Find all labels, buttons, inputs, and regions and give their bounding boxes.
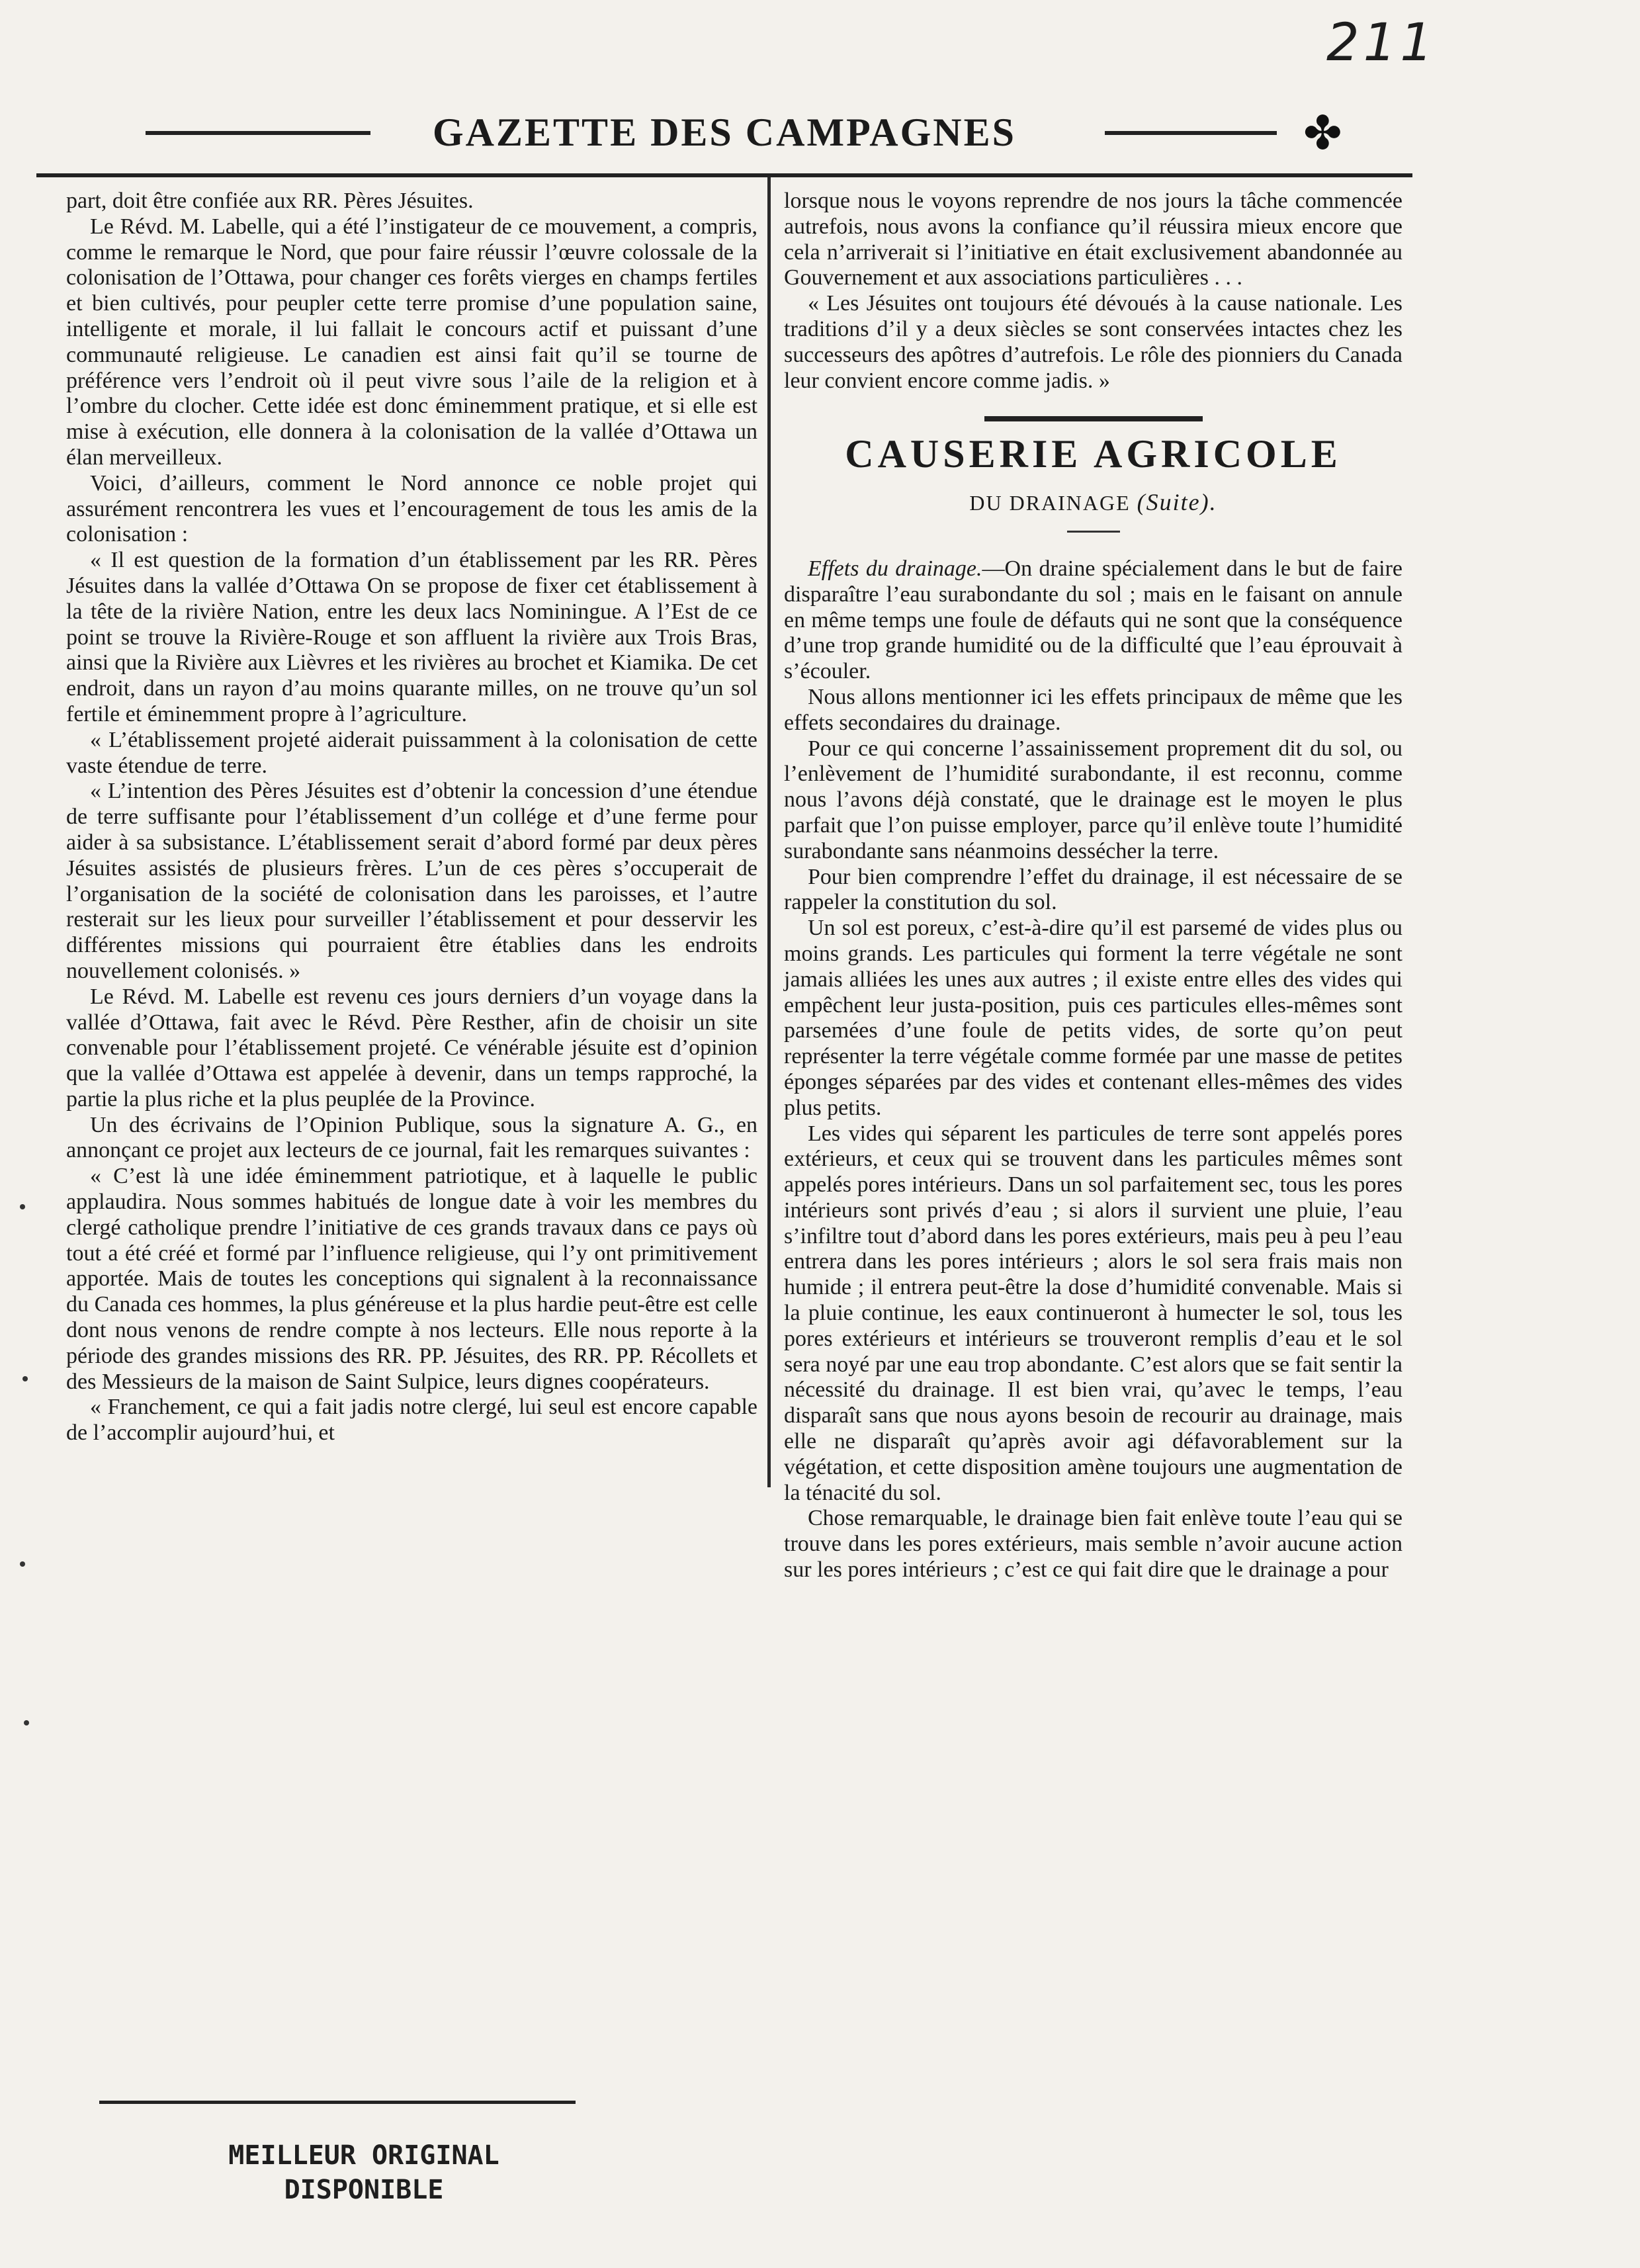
paragraph: Le Révd. M. Labelle est revenu ces jours derniers d’un voyage dans la vallée d’Ottawa, fait avec le Révd. Père Resther, afin de choisir un site convenable pour l’établissement projeté. Ce vénérable jésuite est d’opinion que la vallée d’Ottawa est appelée à devenir, dans un temps rapproché, la partie la plus riche et la plus peuplée de la Province. <box>66 984 757 1112</box>
scan-speck <box>20 1204 25 1209</box>
paragraph: Pour bien comprendre l’effet du drainage, il est nécessaire de se rappeler la constitution du sol. <box>784 864 1403 915</box>
paragraph: Chose remarquable, le drainage bien fait enlève toute l’eau qui se trouve dans les pores extérieurs, mais semble n’avoir aucune action sur les pores intérieurs ; c’est ce qui fait dire que le drainage a pour <box>784 1506 1403 1583</box>
header-divider <box>36 173 1412 177</box>
page-header <box>40 99 1409 165</box>
scan-speck <box>22 1376 28 1381</box>
scan-speck <box>20 1561 25 1567</box>
left-column <box>66 189 757 1446</box>
paragraph: « C’est là une idée éminemment patriotique, et à laquelle le public applaudira. Nous sommes habitués de longue date à voir les membres du clergé catholique prendre l’initiative de ces grands travaux dans ce pays où tout a été créé et formé par l’influence religieuse, qui l’y ont primitivement apportée. Mais de toutes les conceptions qui signalent à la reconnaissance du Canada ces hommes, la plus généreuse et la plus hardie peut-être est celle dont nous venons de rendre compte à nos lecteurs. Elle nous reporte à la période des grandes missions des RR. PP. Jésuites, des RR. PP. Récollets et des Messieurs de la maison de Saint Sulpice, leurs dignes coopérateurs. <box>66 1164 757 1394</box>
paragraph: « L’intention des Pères Jésuites est d’obtenir la concession d’une étendue de terre suffisante pour l’établissement d’un collége et d’une ferme pour aider à sa subsistance. L’établissement serait d’abord formé par deux pères Jésuites assistés de plusieurs frères. L’un de ces pères s’occuperait de l’organisation de la société de colonisation dans les paroisses, et l’autre resterait sur les lieux pour surveiller l’établissement et pour desservir les différentes missions qui pourraient être établies dans les endroits nouvellement colonisés. » <box>66 779 757 983</box>
paragraph: Un sol est poreux, c’est-à-dire qu’il est parsemé de vides plus ou moins grands. Les particules qui forment la terre végétale ne sont jamais alliées les unes aux autres ; il existe entre elles des vides qui empêchent leur justa-position, puis ces particules elles-mêmes sont parsemées d’une foule de petits vides, de sorte qu’on peut représenter la terre végétale comme formée par une masse de petites éponges séparées par des vides et contenant elles-mêmes des vides plus petits. <box>784 916 1403 1120</box>
paragraph: Le Révd. M. Labelle, qui a été l’instigateur de ce mouvement, a compris, comme le remarque le Nord, que pour faire réussir l’œuvre colossale de la colonisation de l’Ottawa, pour changer ces forêts vierges en champs fertiles et bien cultivés, pour peupler cette terre promise d’une population saine, intelligente et morale, il lui fallait le concours actif et puissant d’une communauté religieuse. Le canadien est ainsi fait qu’il se tourne de préférence vers l’endroit où il peut vivre sous l’aile de la religion et à l’ombre du clocher. Cette idée est donc éminemment pratique, et si elle est mise à exécution, elle donnera à la colonisation de la vallée d’Ottawa un élan merveilleux. <box>66 214 757 470</box>
paragraph: « Il est question de la formation d’un établissement par les RR. Pères Jésuites dans la vallée d’Ottawa On se propose de fixer cet établissement à la tête de la rivière Nation, entre les deux lacs Nominingue. A l’Est de ce point se trouve la Rivière-Rouge et son affluent la rivière aux Trois Bras, ainsi que la Rivière aux Lièvres et les rivières au brochet et Kiamika. De cet endroit, dans un rayon d’au moins quarante milles, on ne trouve qu’un sol fertile et éminemment propre à l’agriculture. <box>66 548 757 726</box>
newspaper-title: GAZETTE DES CAMPAGNES <box>432 110 1017 154</box>
footer-rule <box>99 2101 576 2104</box>
lead-paragraph <box>784 556 1403 685</box>
lead-label: Effets du drainage. <box>808 556 982 581</box>
notice-line: MEILLEUR ORIGINAL <box>228 2140 499 2171</box>
header-rule-right <box>1105 131 1277 135</box>
paragraph: « Franchement, ce qui a fait jadis notre clergé, lui seul est encore capable de l’accomplir aujourd’hui, et <box>66 1395 757 1446</box>
section-title: CAUSERIE AGRICOLE <box>845 432 1342 476</box>
paragraph: Un des écrivains de l’Opinion Publique, sous la signature A. G., en annonçant ce projet aux lecteurs de ce journal, fait les remarques suivantes : <box>66 1112 757 1163</box>
paragraph: Pour ce qui concerne l’assainissement proprement dit du sol, ou l’enlèvement de l’humidité surabondante, il est reconnu, comme nous l’avons déjà constaté, que le drainage est le moyen le plus parfait que l’on puisse employer, parce qu’il enlève toute l’humidité surabondante sans néanmoins dessécher la terre. <box>784 736 1403 863</box>
page-number: 211 <box>1326 13 1437 73</box>
ornament-icon: ✤ <box>1303 109 1342 159</box>
scan-speck <box>24 1720 29 1725</box>
header-rule-left <box>146 131 370 135</box>
paragraph: part, doit être confiée aux RR. Pères Jésuites. <box>66 189 474 213</box>
paragraph: « Les Jésuites ont toujours été dévoués à la cause nationale. Les traditions d’il y a deux siècles se sont conservées intactes chez les successeurs des apôtres d’autrefois. Le rôle des pionniers du Canada leur convient encore comme jadis. » <box>784 291 1403 393</box>
microfilm-notice <box>179 2138 549 2207</box>
paragraph: Les vides qui séparent les particules de terre sont appelés pores extérieurs, et ceux qui se trouvent dans les particules mêmes sont appelés pores intérieurs. Dans un sol parfaitement sec, tous les pores intérieurs sont privés d’eau ; si alors il survient une pluie, l’eau s’infiltre tout d’abord dans les pores extérieurs, mais peu à peu l’eau entrera dans les pores intérieurs ; alors le sol sera frais mais non humide ; il entrera peut-être la dose d’humidité convenable. Mais si la pluie continue, les eaux continueront à humecter le sol, tous les pores extérieurs et intérieurs se trouveront remplis d’eau et le sol sera noyé par une eau trop abondante. C’est alors que se fait sentir la nécessité du drainage. Il est bien vrai, qu’avec le temps, l’eau disparaît sans que nous ayons besoin de recourir au drainage, mais elle ne disparaît qu’après avoir agi défavorablement sur la végétation, et cette disposition amène toujours une augmentation de la ténacité du sol. <box>784 1121 1403 1505</box>
subtitle-rule <box>1067 531 1120 533</box>
section-subtitle <box>784 490 1403 516</box>
paragraph: Nous allons mentionner ici les effets principaux de même que les effets secondaires du drainage. <box>784 684 1403 735</box>
paragraph: lorsque nous le voyons reprendre de nos jours la tâche commencée autrefois, nous avons la confiance qu’il réussira mieux encore que cela n’arriverait si l’initiative en était exclusivement abandonnée au Gouvernement et aux associations particulières . . . <box>784 189 1403 290</box>
subtitle-suite: (Suite). <box>1137 489 1217 516</box>
paragraph: « L’établissement projeté aiderait puissamment à la colonisation de cette vaste étendue de terre. <box>66 727 757 778</box>
subtitle-main: DU DRAINAGE <box>969 491 1131 515</box>
right-column <box>784 189 1403 1583</box>
column-divider <box>767 177 771 1487</box>
paragraph: Voici, d’ailleurs, comment le Nord annonce ce noble projet qui assurément rencontrera les vues et l’encouragement de tous les amis de la colonisation : <box>66 470 757 547</box>
lead-text: —On draine spécialement dans le but de faire disparaître l’eau surabondante du sol ; mais en le faisant on annule en même temps une foule de défauts qui ne sont que la conséquence d’une trop grande humidité ou de la difficulté que l’eau éprouvait à s’écouler. <box>784 556 1403 684</box>
notice-line: DISPONIBLE <box>284 2175 444 2205</box>
section-rule <box>984 416 1203 421</box>
